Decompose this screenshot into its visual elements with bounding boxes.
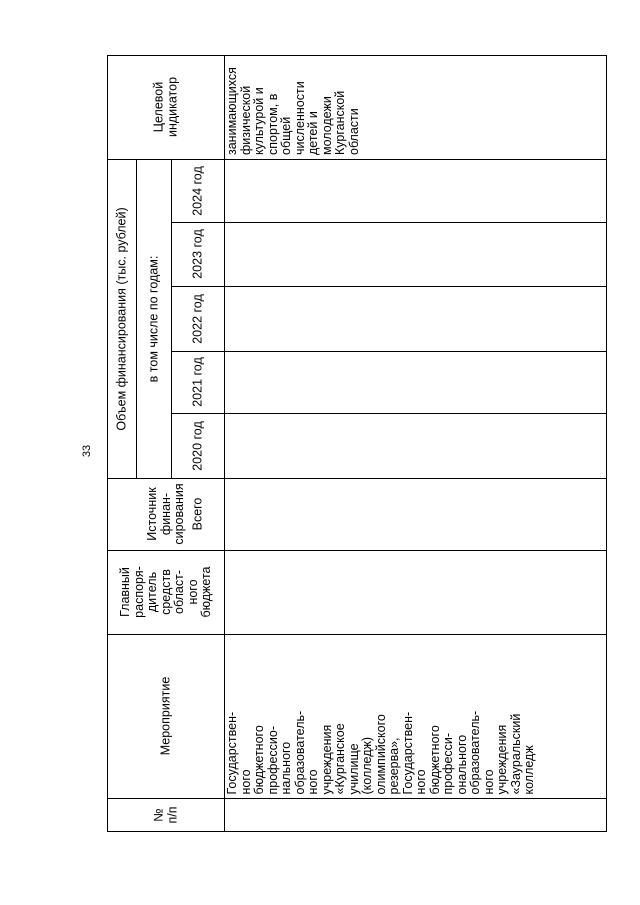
header-event-cell	[107, 634, 224, 798]
row-indicator-cell	[224, 55, 607, 159]
header-by-years-cell	[136, 159, 171, 478]
header-2021: 2021 год	[189, 357, 204, 407]
header-manager: Главный распоря- дитель средств област- ного бюджета	[117, 566, 213, 618]
header-2024-cell	[171, 159, 224, 222]
header-2020-cell	[171, 413, 224, 478]
funding-table	[107, 55, 607, 832]
header-by-years: в том числе по годам:	[145, 255, 160, 382]
page-number	[80, 436, 94, 466]
header-2020: 2020 год	[189, 420, 204, 471]
header-2023-cell	[171, 222, 224, 286]
header-event: Мероприятие	[157, 676, 172, 756]
header-source: Источник финан- сирования	[144, 483, 186, 545]
header-funding-group-cell	[107, 159, 136, 478]
row-event: Государствен- ного бюджетного профессио- нального образователь- ного учреждения «Курганское училище (колледж) олимпийского резерва», Государствен- ного бюджетного професси- онального образователь- ного учреждения «Зауральский колледж	[225, 710, 536, 794]
header-2023: 2023 год	[189, 229, 204, 279]
header-2022-cell	[171, 286, 224, 351]
header-2024: 2024 год	[189, 165, 204, 216]
header-total-cell	[171, 478, 224, 550]
header-indicator-cell	[107, 55, 224, 159]
row-event-cell	[224, 634, 607, 798]
sep-2020-2021	[171, 413, 607, 414]
header-num: № п/п	[151, 806, 179, 824]
header-2022: 2022 год	[189, 293, 204, 344]
sep-2021-2022	[171, 351, 607, 352]
header-funding-group: Объем финансирования (тыс. рублей)	[113, 206, 128, 431]
row-indicator: занимающихся физической культурой и спортом, в общей численности детей и молодежи Курганской области	[225, 67, 361, 155]
sep-2022-2023	[171, 286, 607, 287]
header-manager-cell	[107, 550, 224, 634]
header-total: Всего	[189, 497, 204, 531]
header-indicator: Целевой индикатор	[151, 76, 179, 138]
sep-2023-2024	[171, 222, 607, 223]
header-num-cell	[107, 798, 224, 832]
page-number-text: 33	[81, 444, 93, 458]
header-2021-cell	[171, 351, 224, 413]
